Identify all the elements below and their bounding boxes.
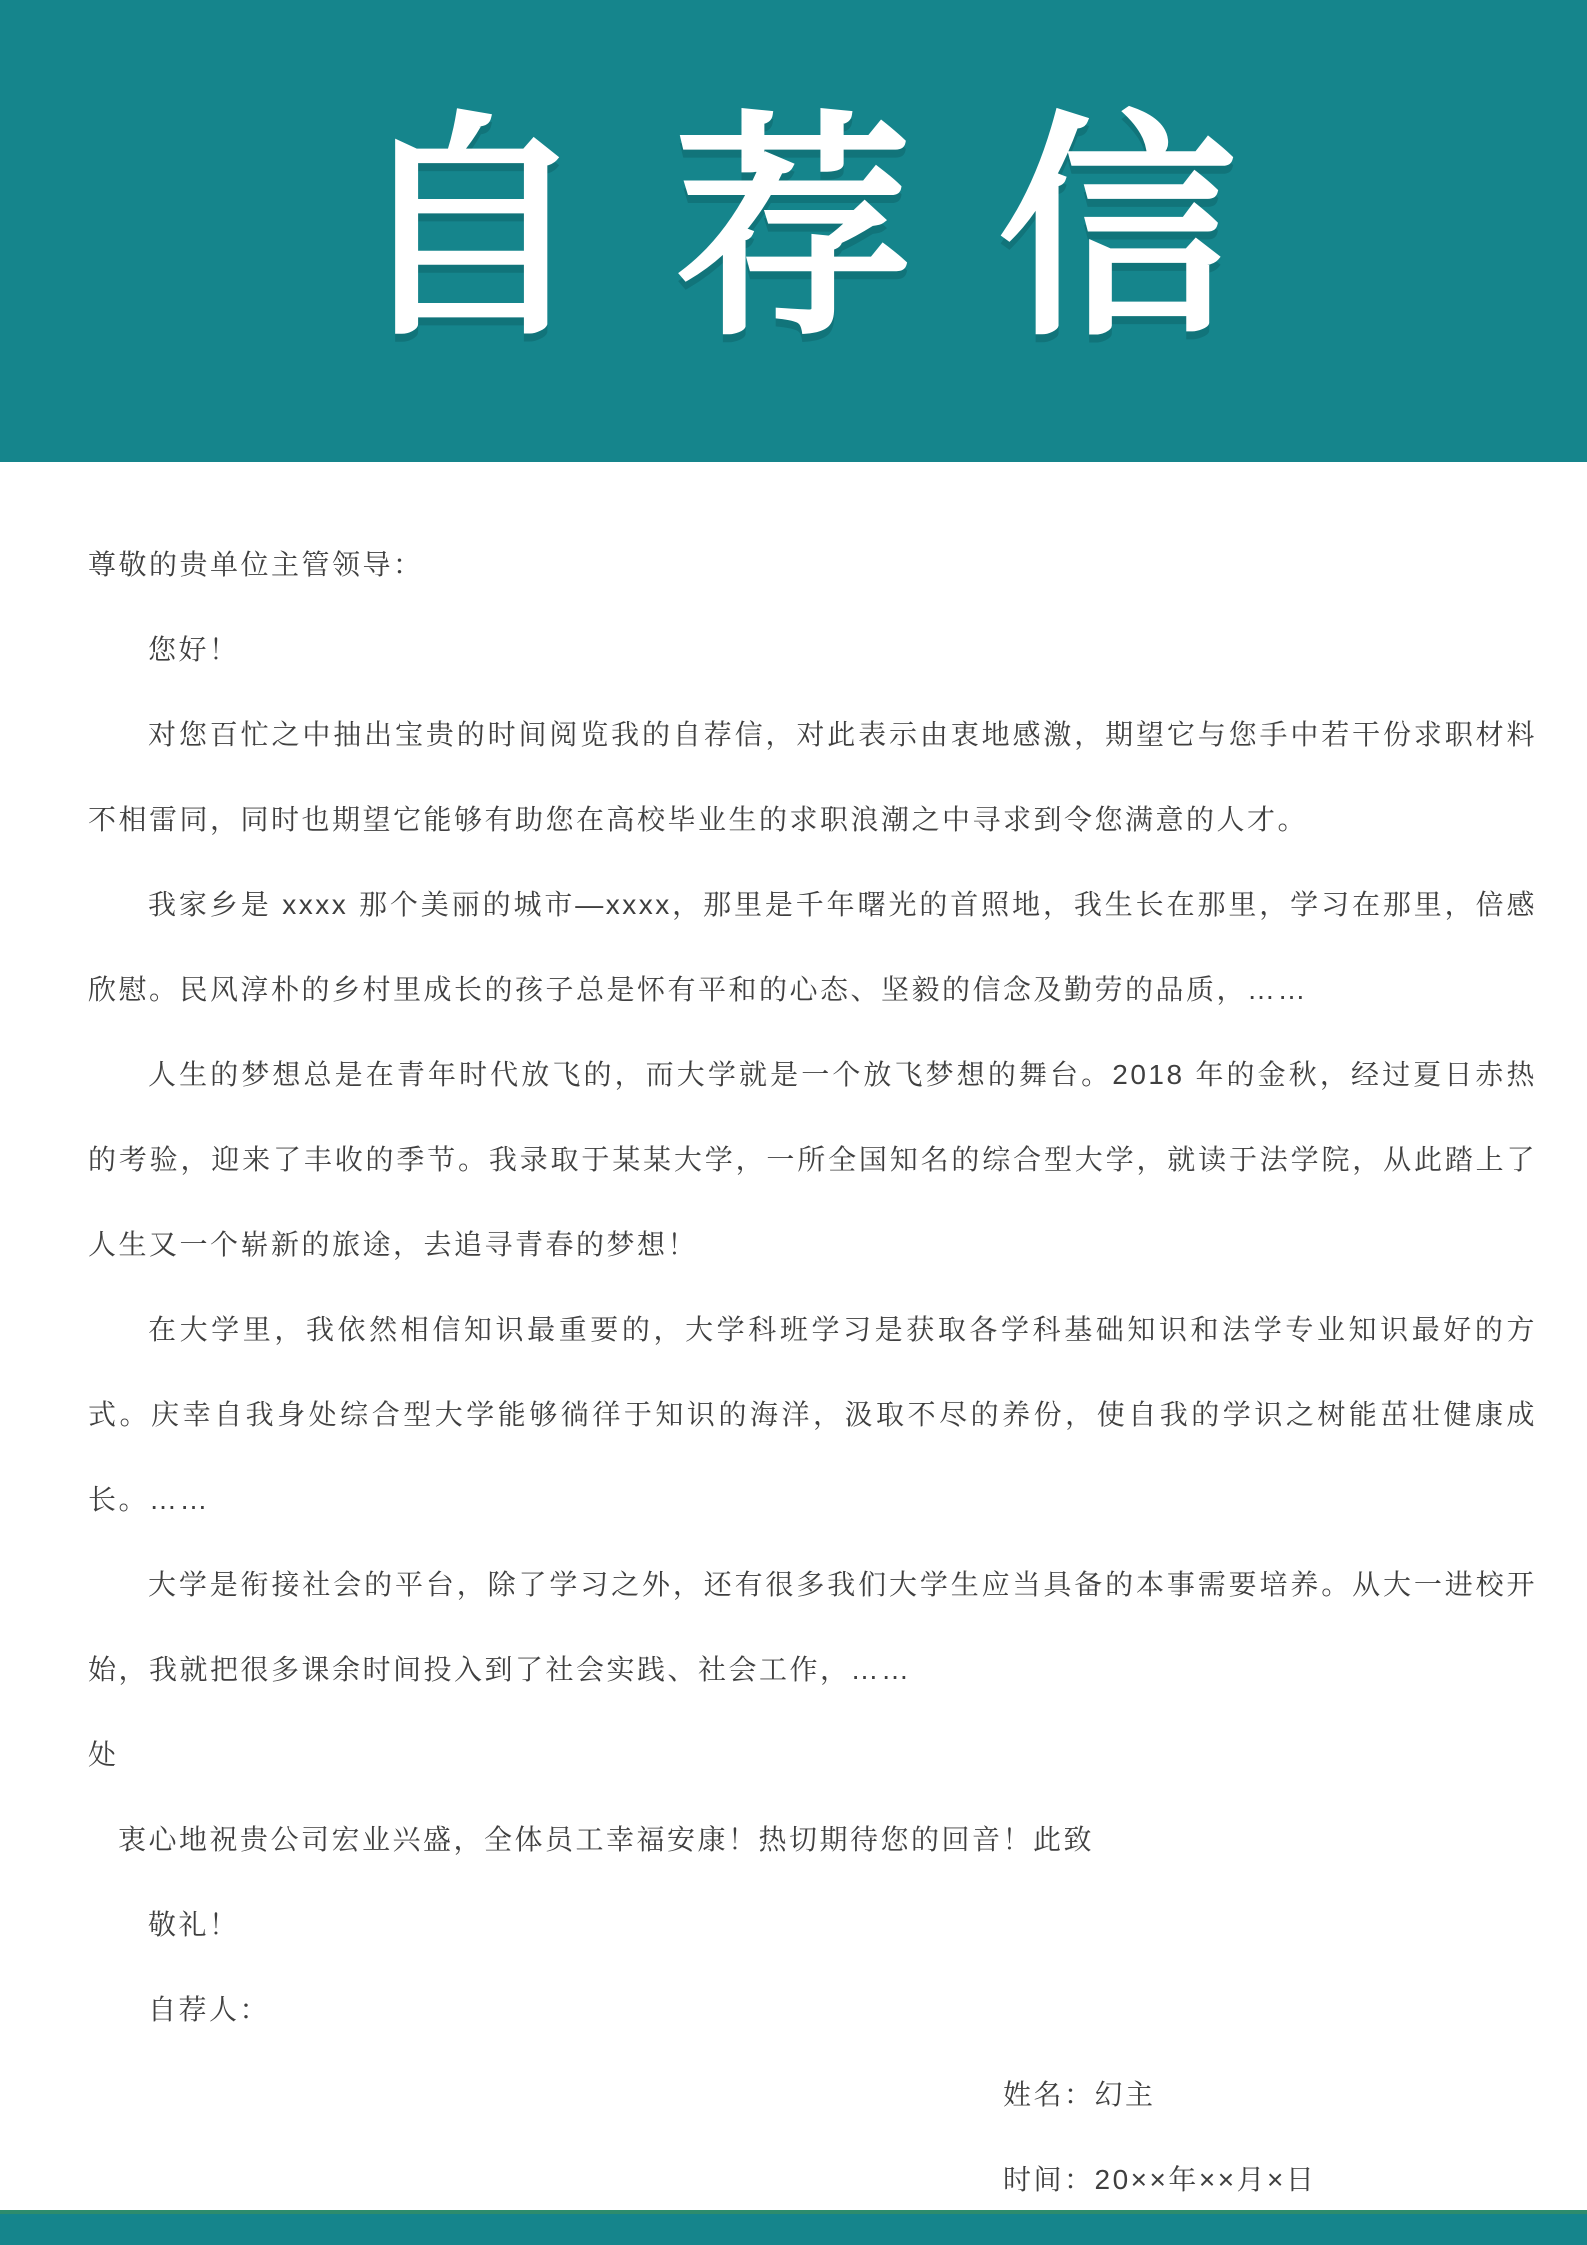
paragraph-knowledge: 在大学里，我依然相信知识最重要的，大学科班学习是获取各学科基础知识和法学专业知识最好的方式。庆幸自我身处综合型大学能够徜徉于知识的海洋，汲取不尽的养份，使自我的学识之树能茁壮健康成长。…… [88,1314,1537,1515]
header-banner [0,0,1587,462]
paragraph-university: 人生的梦想总是在青年时代放飞的，而大学就是一个放飞梦想的舞台。2018 年的金秋，经过夏日赤热的考验，迎来了丰收的季节。我录取于某某大学，一所全国知名的综合型大学，就读于法学院，从此踏上了人生又一个崭新的旅途，去追寻青春的梦想！ [88,1059,1537,1260]
signature-block [1003,2052,1537,2222]
closing-wish-line: 衷心地祝贵公司宏业兴盛，全体员工幸福安康！热切期待您的回音！此致 [118,1824,1095,1855]
paragraph-thanks: 对您百忙之中抽出宝贵的时间阅览我的自荐信，对此表示由衷地感激，期望它与您手中若干份求职材料不相雷同，同时也期望它能够有助您在高校毕业生的求职浪潮之中寻求到令您满意的人才。 [88,719,1537,835]
signature-name-line: 姓名：幻主 [1003,2079,1156,2110]
stray-char-line: 处 [88,1739,119,1770]
signature-date-line: 时间：20××年××月×日 [1003,2164,1317,2195]
letter-body [0,462,1587,2222]
salute-line: 敬礼！ [148,1909,240,1940]
salutation-line: 尊敬的贵单位主管领导： [88,549,424,580]
signer-label-line: 自荐人： [148,1994,271,2025]
footer-fill [0,2214,1587,2245]
page-title: 自荐信 [350,98,1322,363]
paragraph-social-practice: 大学是衔接社会的平台，除了学习之外，还有很多我们大学生应当具备的本事需要培养。从大一进校开始，我就把很多课余时间投入到了社会实践、社会工作，…… [88,1569,1537,1685]
greeting-line: 您好！ [148,634,240,665]
footer-bar [0,2210,1587,2245]
paragraph-hometown: 我家乡是 xxxx 那个美丽的城市—xxxx，那里是千年曙光的首照地，我生长在那里，学习在那里，倍感欣慰。民风淳朴的乡村里成长的孩子总是怀有平和的心态、坚毅的信念及勤劳的品质，…… [88,889,1537,1005]
